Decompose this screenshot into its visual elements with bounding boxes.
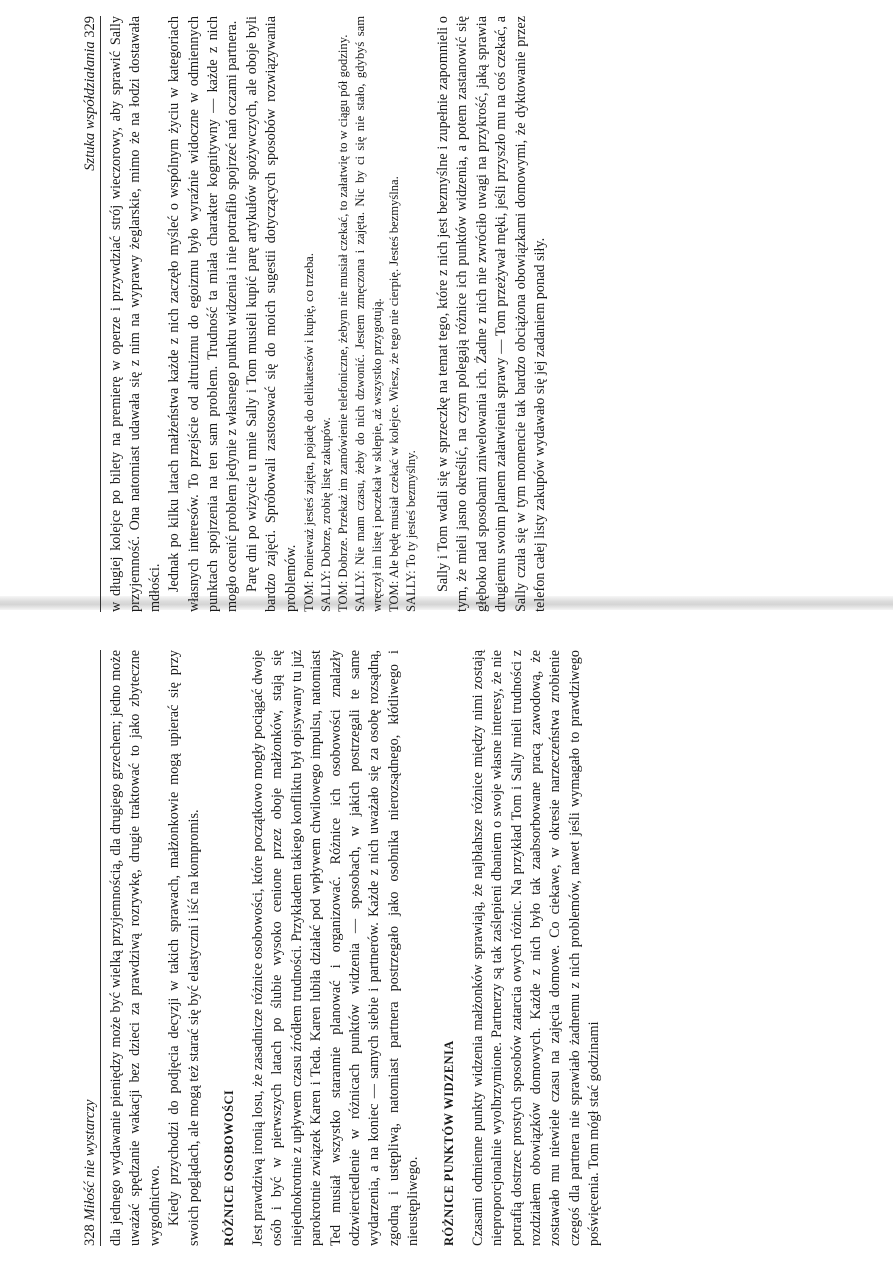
dialogue-line: TOM: Ale będę musiał czekać w kolejce. Wiesz, że tego nie cierpię. Jesteś bezmyślna.: [387, 176, 402, 612]
paragraph-opera: w długiej kolejce po bilety na premierę w operze i przywdziać strój wieczorowy, aby sprawić Sally przyjemność. Ona natomiast udawała się z nim na wyprawy żeglarskie, mimo że na łodzi dostawała mdłości.: [108, 16, 163, 612]
running-head-left: [80, 650, 101, 1246]
running-title-right: Sztuka współdziałania: [82, 41, 98, 171]
paragraph-cognitive: Jednak po kilku latach małżeństwa każde z nich zaczęło myśleć o wspólnym życiu w kategoriach własnych interesów. To przejście od altruizmu do egoizmu było wyraźnie widoczne w odmiennych punktach spojrzenia na ten sam problem. Trudność ta miała charakter kognitywny — każde z nich mogło ocenić problem jedynie z własnego punktu widzenia i nie potrafiło spojrzeć nań oczami partnera.: [166, 16, 241, 612]
dialogue-line: TOM: Ponieważ jesteś zajęta, pojadę do delikatesów i kupię, co trzeba.: [302, 253, 317, 612]
intro-paragraph-1: dla jednego wydawanie pieniędzy może być wielką przyjemnością, dla drugiego grzechem; jedno może uważać spędzanie wakacji bez dzieci za prawdziwą rozrywkę, drugie traktować to jako zbyteczne wygodnictwo.: [108, 650, 163, 1246]
spacer: [420, 16, 434, 612]
dialogue-line: SALLY: To ty jesteś bezmyślny.: [404, 450, 419, 612]
page-number-left: 328: [82, 1224, 98, 1246]
personality-paragraph: Jest prawdziwą ironią losu, że zasadnicze różnice osobowości, które początkowo mogły pociągać dwoje osób i być w pierwszych latach po ślubie wysoko cenione przez oboje małżonków, stają się niejednokrotnie z upływem czasu źródłem trudności. Przykładem takiego konfliktu był opisywany tu już parokrotnie związek Karen i Teda. Karen lubiła działać pod wpływem chwilowego impulsu, natomiast Ted musiał wszystko starannie planować i organizować. Różnice ich osobowości znalazły odzwierciedlenie w różnicach punktów widzenia — sposobach, w jakich postrzegali te same wydarzenia, a na koniec — samych siebie i partnerów. Każde z nich uważało się za osobę rozsądną, zgodną i ustępliwą, natomiast partnera postrzegało jako osobnika nierozsądnego, kłótliwego i nieustępliwego.: [250, 650, 422, 1246]
running-title-left: Miłość nie wystarczy: [82, 1099, 98, 1221]
paragraph-shopping: Parę dni po wizycie u mnie Sally i Tom musieli kupić parę artykułów spożywczych, ale oboje byli bardzo zajęci. Spróbowali zastosować się do moich sugestii dotyczących sposobów rozwiązywania problemów.: [243, 16, 299, 612]
page-number-right: 329: [82, 16, 98, 38]
dialogue-line: SALLY: Dobrze, zrobię listę zakupów.: [319, 417, 334, 612]
section-heading-viewpoints: RÓŻNICE PUNKTÓW WIDZENIA: [441, 1040, 456, 1246]
running-head-right: [80, 16, 101, 612]
dialogue-block: [301, 16, 420, 612]
intro-paragraph-2: Kiedy przychodzi do podjęcia decyzji w takich sprawach, małżonkowie mogą upierać się przy swoich poglądach, ale mogą też starać się być elastyczni i iść na kompromis.: [166, 650, 202, 1246]
dialogue-line: TOM: Dobrze. Przekaż im zamówienie telefoniczne, żebym nie musiał czekać, to załatwię to w ciągu pół godziny.: [336, 34, 351, 612]
section-heading-personality: RÓŻNICE OSOBOWOŚCI: [222, 1089, 237, 1246]
paragraph-quarrel: Sally i Tom wdali się w sprzeczkę na temat tego, które z nich jest bezmyślne i zupełnie zapomnieli o tym, że mieli jasno określić, na czym polegają różnice ich punktów widzenia, a potem zastanowić się głęboko nad sposobami zniwelowania ich. Żadne z nich nie zwróciło uwagi na przykrość, jaką sprawia drugiemu swoim planem załatwienia sprawy — Tom przeżywał męki, jeśli przyszło mu na coś czekać, a Sally czuła się w tym momencie tak bardzo obciążona obowiązkami domowymi, że dyktowanie przez telefon całej listy zakupów wydawało się jej zadaniem ponad siły.: [435, 16, 549, 612]
left-page: [80, 650, 840, 1246]
rotated-book-spread: [80, 16, 840, 1246]
viewpoints-paragraph: Czasami odmienne punkty widzenia małżonków sprawiają, że najbłahsze różnice między nimi zostają nieproporcjonalnie wyolbrzymione. Partnerzy są tak zaślepieni dbaniem o swoje własne interesy, że nie potrafią dostrzec prostych sposobów zatarcia owych różnic. Na przykład Tom i Sally mieli trudności z rozdziałem obowiązków domowych. Każde z nich było tak zaabsorbowane pracą zawodową, że zostawało mu niewiele czasu na zajęcia domowe. Co ciekawe, w okresie narzeczeństwa zrobienie czegoś dla partnera nie sprawiało żadnemu z nich problemów, nawet jeśli wymagało to prawdziwego poświęcenia. Tom mógł stać godzinami: [469, 650, 603, 1246]
dialogue-line: SALLY: Nie mam czasu, żeby do nich dzwonić. Jestem zmęczona i zajęta. Nic by ci się nie stało, gdybyś sam wręczył im listę i poczekał w sklepie, aż wszystko przygotują.: [353, 16, 385, 612]
right-page: [80, 16, 840, 612]
